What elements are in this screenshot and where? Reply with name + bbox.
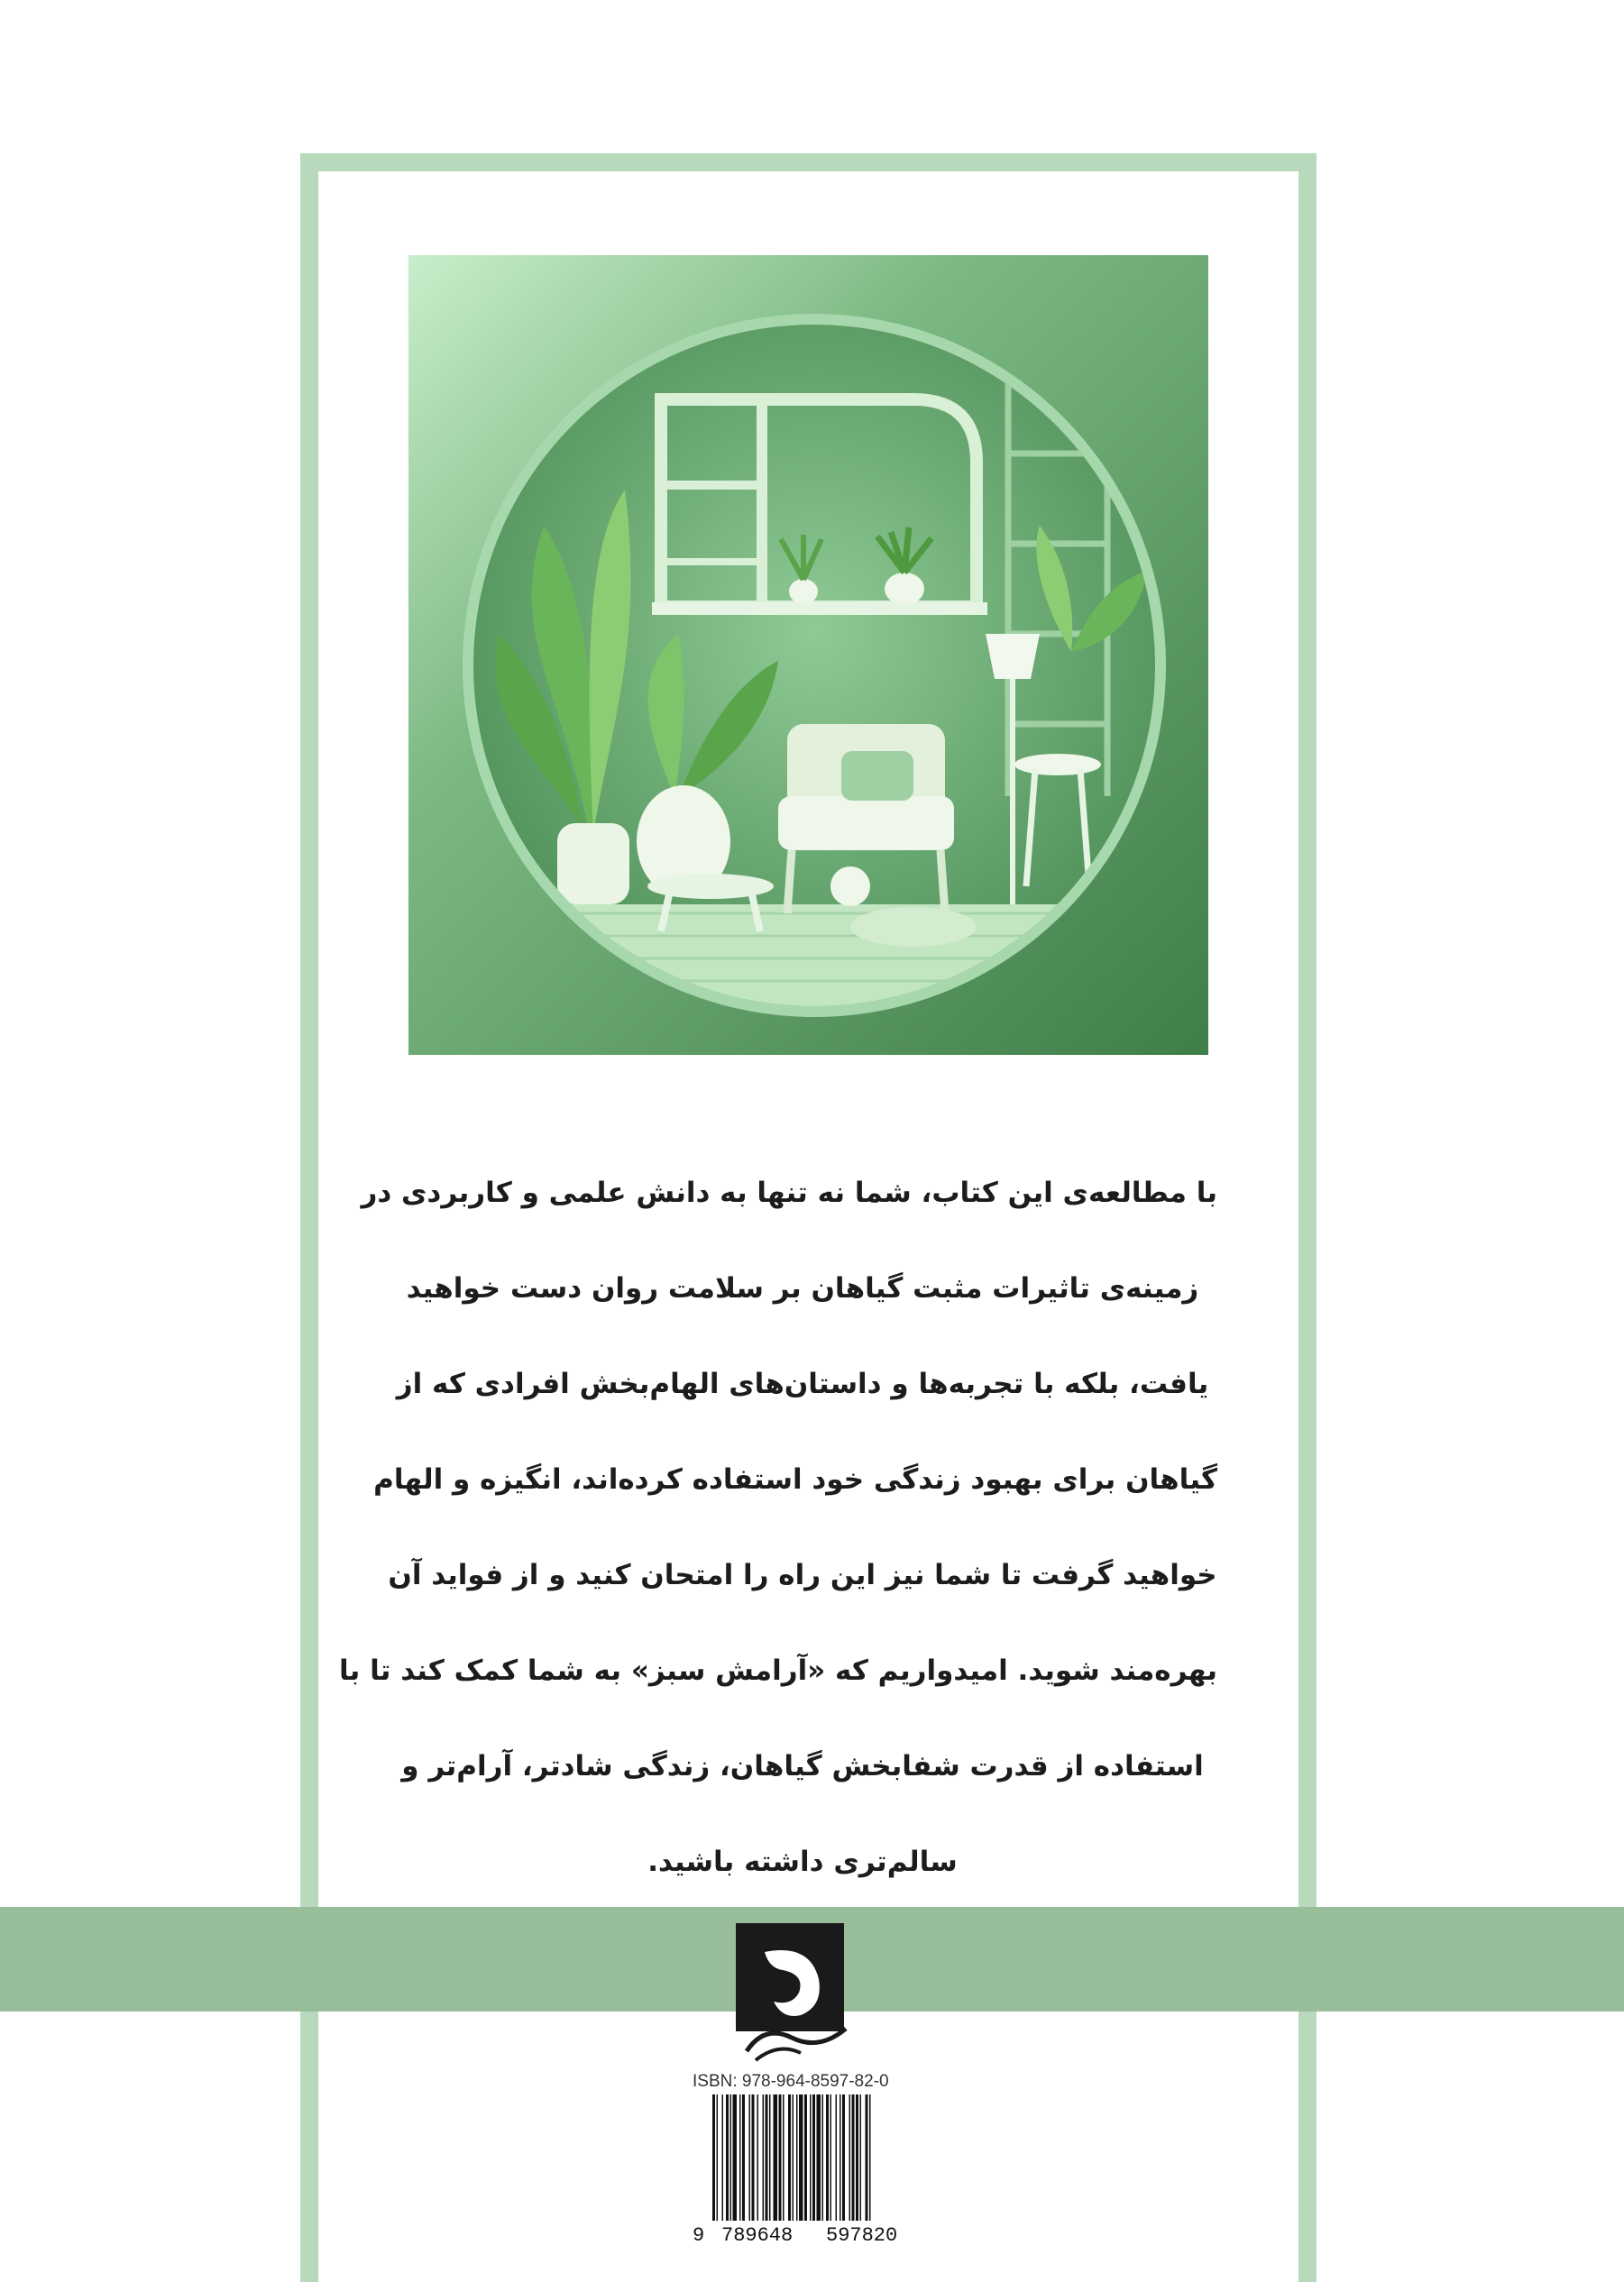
barcode-bar bbox=[810, 2094, 812, 2221]
barcode-bar bbox=[733, 2094, 738, 2221]
barcode-bar bbox=[836, 2094, 838, 2221]
blurb-line-3: یافت، بلکه با تجربه‌ها و داستان‌های الهام‌بخش افرادی که از bbox=[396, 1368, 1209, 1400]
blurb-line-2: زمینه‌ی تاثیرات مثبت گیاهان بر سلامت روان دست خواهید bbox=[406, 1272, 1199, 1305]
barcode-left-group: 789648 bbox=[721, 2224, 794, 2247]
barcode-bar bbox=[783, 2094, 784, 2221]
barcode-bar bbox=[722, 2094, 724, 2221]
barcode-first-digit: 9 bbox=[693, 2224, 705, 2247]
barcode-bar bbox=[712, 2094, 715, 2221]
blurb-line-8: سالم‌تری داشته باشید. bbox=[647, 1846, 958, 1878]
barcode-bar bbox=[866, 2094, 868, 2221]
barcode-bar bbox=[749, 2094, 751, 2221]
barcode-bar bbox=[717, 2094, 719, 2221]
blurb-line-4: گیاهان برای بهبود زندگی خود استفاده کرده‌اند، انگیزه و الهام bbox=[373, 1463, 1217, 1496]
barcode-bar bbox=[788, 2094, 791, 2221]
blurb-line-5: خواهید گرفت تا شما نیز این راه را امتحان کنید و از فواید آن bbox=[388, 1559, 1217, 1591]
barcode-bar bbox=[852, 2094, 855, 2221]
barcode-bar bbox=[774, 2094, 778, 2221]
isbn-label: ISBN: 978-964-8597-82-0 bbox=[693, 2072, 889, 2091]
barcode-bar bbox=[830, 2094, 832, 2221]
back-cover-blurb bbox=[339, 1145, 1217, 1910]
barcode-bar bbox=[742, 2094, 745, 2221]
room-illustration-svg bbox=[408, 255, 1208, 1055]
barcode-right-group: 597820 bbox=[826, 2224, 898, 2247]
isbn-barcode bbox=[693, 2094, 927, 2230]
barcode-bar bbox=[763, 2094, 765, 2221]
barcode-bar bbox=[856, 2094, 858, 2221]
publisher-logo-icon bbox=[729, 1916, 877, 2065]
barcode-bar bbox=[849, 2094, 851, 2221]
barcode-bar bbox=[812, 2094, 815, 2221]
barcode-bar bbox=[817, 2094, 821, 2221]
barcode-bar bbox=[796, 2094, 798, 2221]
barcode-bar bbox=[842, 2094, 845, 2221]
barcode-bar bbox=[826, 2094, 829, 2221]
barcode-bar bbox=[769, 2094, 771, 2221]
barcode-bar bbox=[766, 2094, 768, 2221]
barcode-bar bbox=[804, 2094, 807, 2221]
barcode-bar bbox=[822, 2094, 824, 2221]
barcode-bar bbox=[869, 2094, 871, 2221]
blurb-line-6: بهره‌مند شوید. امیدواریم که «آرامش سبز» به شما کمک کند تا با bbox=[339, 1654, 1217, 1687]
barcode-bar bbox=[779, 2094, 782, 2221]
barcode-bar bbox=[739, 2094, 741, 2221]
barcode-bar bbox=[793, 2094, 794, 2221]
barcode-bar bbox=[730, 2094, 732, 2221]
blurb-line-7: استفاده از قدرت شفابخش گیاهان، زندگی شادتر، آرام‌تر و bbox=[401, 1750, 1204, 1783]
barcode-bar bbox=[840, 2094, 841, 2221]
blurb-line-1: با مطالعه‌ی این کتاب، شما نه تنها به دانش علمی و کاربردی در bbox=[361, 1177, 1217, 1209]
barcode-digits bbox=[693, 2224, 927, 2251]
barcode-bar bbox=[860, 2094, 862, 2221]
cover-illustration bbox=[408, 255, 1208, 1055]
barcode-bar bbox=[752, 2094, 755, 2221]
barcode-bar bbox=[726, 2094, 729, 2221]
frame-top bbox=[300, 153, 1317, 171]
barcode-bar bbox=[757, 2094, 759, 2221]
barcode-bar bbox=[799, 2094, 803, 2221]
